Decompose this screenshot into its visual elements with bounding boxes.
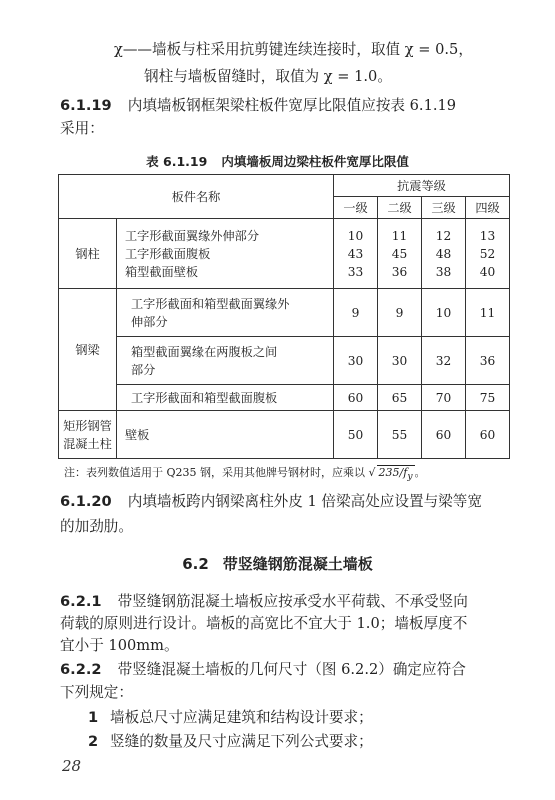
header-grade-3: 三级 [422,197,466,219]
clause-text: 内填墙板跨内钢梁离柱外皮 1 倍梁高处应设置与梁等宽 [127,493,482,510]
rect-tube-part: 壁板 [117,411,334,459]
clause-6-2-1-line-2: 荷载的原则进行设计。墙板的高宽比不宜大于 1.0；墙板厚度不 [60,615,468,632]
table-cell: 43 [347,246,364,261]
table-caption [0,152,555,170]
header-grade-2: 二级 [378,197,422,219]
steel-beam-part-2: 箱型截面翼缘在两腹板之间 部分 [117,337,334,385]
table-note: 注：表列数值适用于 Q235 钢，采用其他牌号钢材时，应乘以 √ $235/f_y$ 。 [64,466,426,483]
table-row [59,337,510,385]
clause-6-1-19 [60,96,456,116]
section-title: 6.2 带竖缝钢筋混凝土墙板 [182,555,373,573]
table-cell: 11 [466,289,510,337]
table-cell: 36 [466,337,510,385]
table-cell: 75 [466,385,510,411]
list-item: 2 竖缝的数量及尺寸应满足下列公式要求； [88,733,373,750]
table-cell: 33 [347,264,364,279]
table-cell: 13 [479,228,496,243]
category-rect-tube-column: 矩形钢管 混凝土柱 [59,411,117,459]
table-cell: 32 [422,337,466,385]
clause-text: 内填墙板钢框架梁柱板件宽厚比限值应按表 6.1.19 [127,97,457,114]
header-part-name: 板件名称 [59,175,334,219]
table-row [59,385,510,411]
chi-definition-line-1: χ——墙板与柱采用抗剪键连续连接时，取值 χ = 0.5， [114,41,473,58]
table-cell: 60 [466,411,510,459]
category-steel-beam: 钢梁 [59,289,117,411]
table-cell: 30 [378,337,422,385]
table-cell: 48 [435,246,452,261]
table-cell: 65 [378,385,422,411]
table-cell: 10 [422,289,466,337]
width-thickness-ratio-table [58,174,510,459]
table-cell: 70 [422,385,466,411]
clause-6-2-2 [60,660,466,680]
clause-6-2-2-line-2: 下列规定： [60,684,133,701]
table-cell: 12 [435,228,452,243]
clause-number: 6.1.19 [60,97,112,114]
table-cell: 11 [391,228,408,243]
chi-definition-line-2: 钢柱与墙板留缝时，取值为 χ = 1.0。 [144,68,392,85]
table-cell: 40 [479,264,496,279]
sqrt-symbol: √ [368,466,376,479]
header-grade-1: 一级 [334,197,378,219]
note-text: 注：表列数值适用于 Q235 钢，采用其他牌号钢材时，应乘以 [64,466,366,479]
header-seismic-grade: 抗震等级 [334,175,510,197]
steel-beam-part-1: 工字形截面和箱型截面翼缘外 伸部分 [117,289,334,337]
table-cell: 36 [391,264,408,279]
grade-1-values [334,219,378,289]
clause-number: 6.1.20 [60,493,112,510]
table-title: 内填墙板周边梁柱板件宽厚比限值 [221,154,409,169]
grade-3-values [422,219,466,289]
table-cell: 52 [479,246,496,261]
table-row [59,411,510,459]
table-cell: 30 [334,337,378,385]
clause-6-1-19-line-2: 采用： [60,120,104,137]
table-cell: 50 [334,411,378,459]
clause-6-1-20-line-2: 的加劲肋。 [60,518,133,535]
grade-4-values [466,219,510,289]
page-number: 28 [62,757,82,775]
clause-text: 带竖缝钢筋混凝土墙板应按承受水平荷载、不承受竖向 [117,593,468,610]
table-cell: 10 [347,228,364,243]
sqrt-expression: $235/f_y$ [378,466,413,483]
table-cell: 9 [334,289,378,337]
grade-2-values [378,219,422,289]
table-cell: 45 [391,246,408,261]
table-cell: 9 [378,289,422,337]
steel-column-parts [117,219,334,289]
clause-number: 6.2.1 [60,593,102,610]
part-label: 工字形截面腹板 [125,246,211,261]
clause-number: 6.2.2 [60,661,102,678]
table-cell: 55 [378,411,422,459]
part-label: 工字形截面翼缘外伸部分 [125,228,260,243]
category-steel-column: 钢柱 [59,219,117,289]
table-cell: 60 [422,411,466,459]
clause-text: 带竖缝混凝土墙板的几何尺寸（图 6.2.2）确定应符合 [117,661,466,678]
table-number: 表 6.1.19 [146,154,208,169]
table-row [59,219,510,289]
clause-6-2-1 [60,592,468,612]
table-row [59,289,510,337]
clause-6-2-1-line-3: 宜小于 100mm。 [60,637,179,654]
table-cell: 60 [334,385,378,411]
list-item: 1 墙板总尺寸应满足建筑和结构设计要求； [88,709,373,726]
part-label: 箱型截面壁板 [125,264,199,279]
header-grade-4: 四级 [466,197,510,219]
clause-6-1-20 [60,492,482,512]
table-cell: 38 [435,264,452,279]
steel-beam-part-3: 工字形截面和箱型截面腹板 [117,385,334,411]
